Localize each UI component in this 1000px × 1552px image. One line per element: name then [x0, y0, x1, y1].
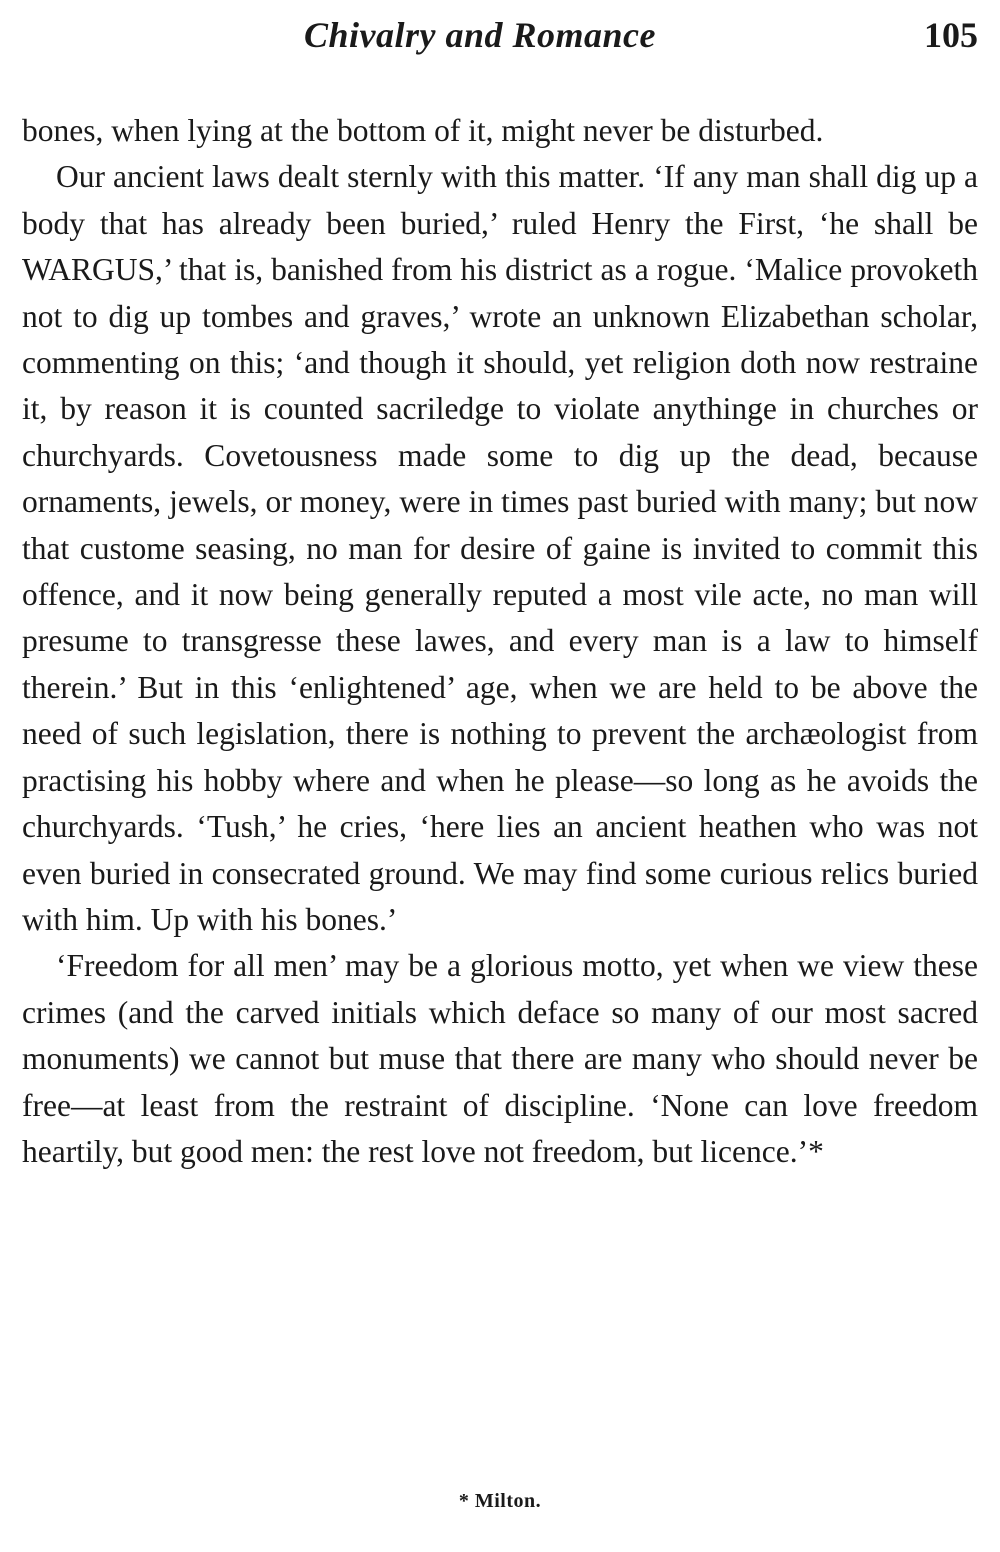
page-number: 105: [924, 15, 978, 55]
paragraph-ancient-laws: Our ancient laws dealt sternly with this matter. ‘If any man shall dig up a body that has already been buried,’ ruled Henry the First, ‘he shall be WARGUS,’ that is, banished from his district as a rogue. ‘Malice provoketh not to dig up tombes and graves,’ wrote an unknown Elizabethan scholar, commenting on this; ‘and though it should, yet religion doth now restraine it, by reason it is counted sacriledge to violate anythinge in churches or churchyards. Covetousness made some to dig up the dead, because ornaments, jewels, or money, were in times past buried with many; but now that custome seasing, no man for desire of gaine is invited to commit this offence, and it now being generally reputed a most vile acte, no man will presume to transgresse these lawes, and every man is a law to himself therein.’ But in this ‘enlightened’ age, when we are held to be above the need of such legislation, there is nothing to prevent the archæologist from practising his hobby where and when he please—so long as he avoids the churchyards. ‘Tush,’ he cries, ‘here lies an ancient heathen who was not even buried in consecrated ground. We may find some curious relics buried with him. Up with his bones.’: [22, 159, 978, 937]
running-title: Chivalry and Romance: [303, 15, 657, 55]
page-header: [22, 8, 978, 66]
book-page: [22, 8, 978, 1175]
body-text: [22, 108, 978, 1175]
footnote: * Milton.: [458, 1490, 542, 1512]
paragraph-continuation: bones, when lying at the bottom of it, might never be disturbed.: [22, 113, 824, 148]
paragraph-freedom: ‘Freedom for all men’ may be a glorious motto, yet when we view these crimes (and the carved initials which deface so many of our most sacred monuments) we cannot but muse that there are many who should never be free—at least from the restraint of discipline. ‘None can love freedom heartily, but good men: the rest love not freedom, but licence.’*: [22, 948, 978, 1169]
